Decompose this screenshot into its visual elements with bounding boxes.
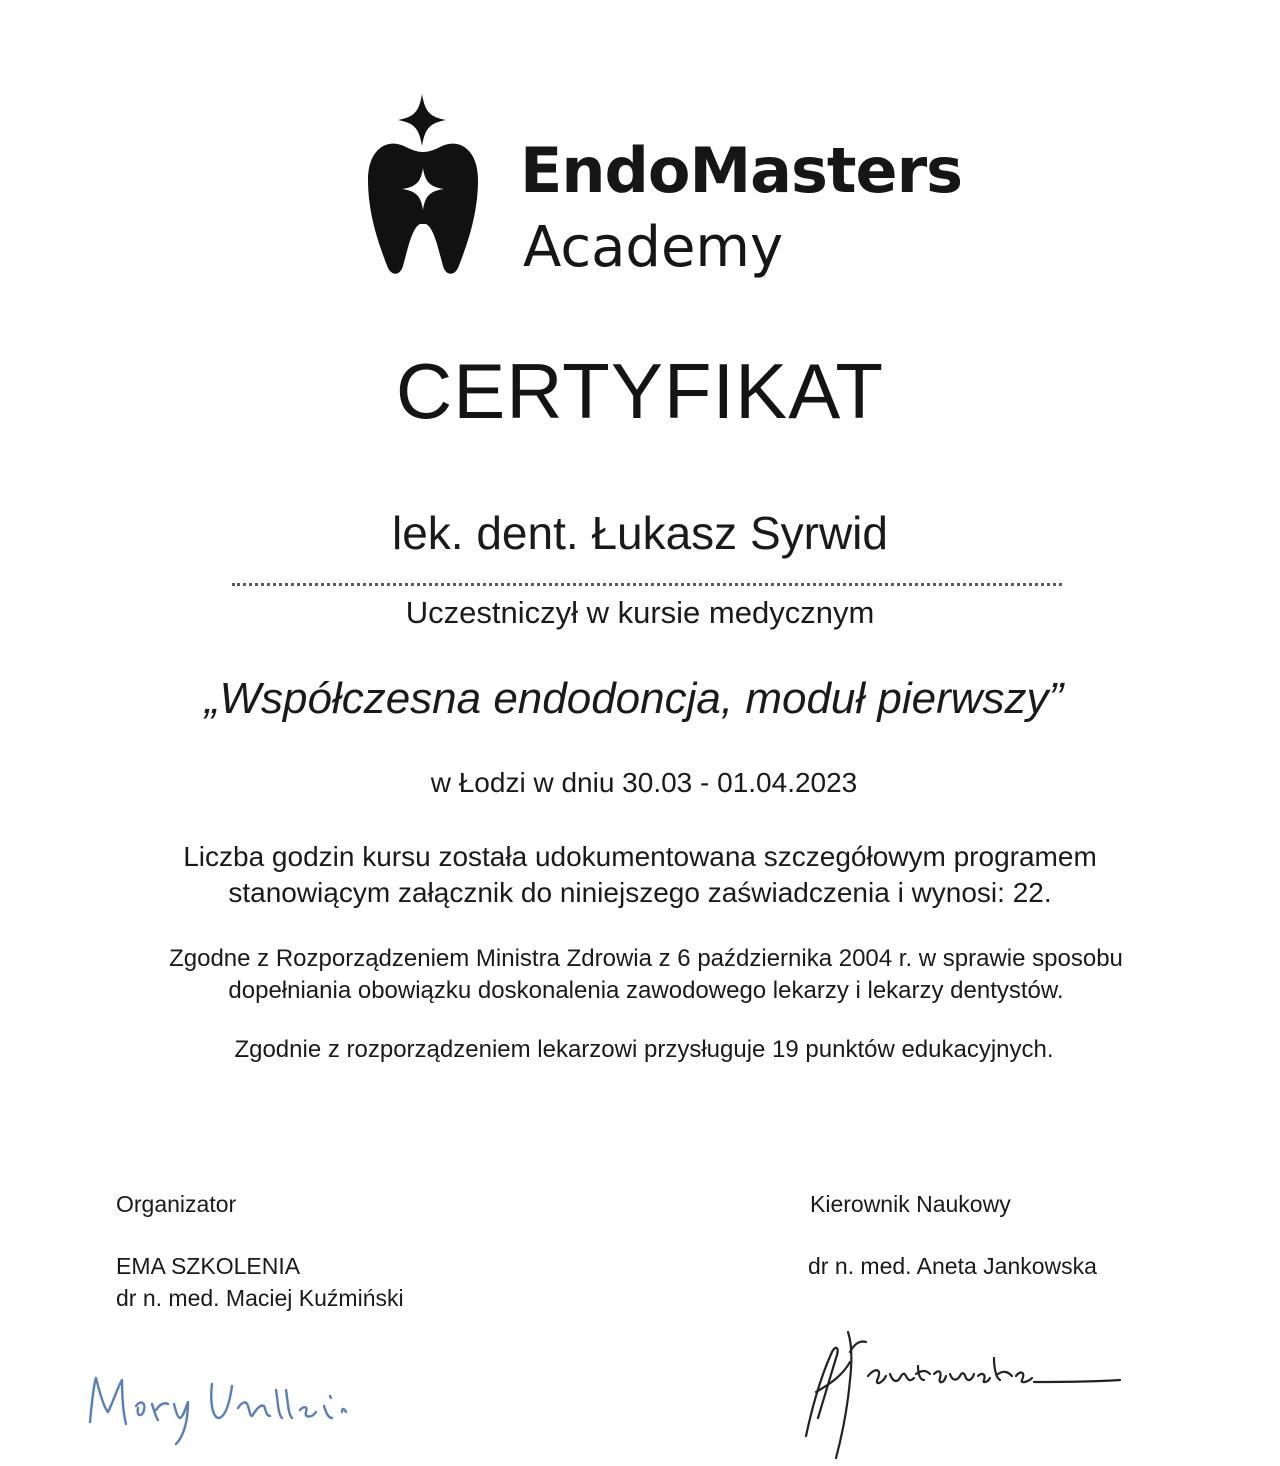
scientific-head-person: dr n. med. Aneta Jankowska xyxy=(808,1253,1097,1279)
organizer-person: dr n. med. Maciej Kuźmiński xyxy=(116,1285,404,1311)
regulation-line-2: dopełniania obowiązku doskonalenia zawodowego lekarzy i lekarzy dentystów. xyxy=(228,977,1064,1004)
dotted-divider xyxy=(232,583,1062,586)
endomasters-logo xyxy=(360,88,963,288)
scientific-head-handwritten-signature xyxy=(790,1318,1130,1466)
recipient-name: lek. dent. Łukasz Syrwid xyxy=(391,507,888,559)
organizer-label: Organizator xyxy=(116,1191,237,1217)
tooth-sparkle-icon xyxy=(360,88,500,278)
course-title: „Współczesna endodoncja, moduł pierwszy” xyxy=(204,674,1064,723)
logo-brand-name: EndoMasters xyxy=(520,134,963,207)
logo-brand-subtitle: Academy xyxy=(523,215,784,280)
organizer-handwritten-signature xyxy=(80,1360,440,1450)
certificate-title: CERTYFIKAT xyxy=(395,347,885,435)
course-hours-statement xyxy=(0,839,1280,911)
regulation-line-1: Zgodne z Rozporządzeniem Ministra Zdrowia z 6 października 2004 r. w sprawie sposobu xyxy=(169,945,1123,972)
education-points: Zgodnie z rozporządzeniem lekarzowi przysługuje 19 punktów edukacyjnych. xyxy=(234,1036,1054,1063)
hours-line-1: Liczba godzin kursu została udokumentowana szczegółowym programem xyxy=(183,841,1097,872)
organizer-company: EMA SZKOLENIA xyxy=(116,1253,301,1279)
scientific-head-label: Kierownik Naukowy xyxy=(810,1191,1011,1217)
participation-statement: Uczestniczył w kursie medycznym xyxy=(405,595,875,630)
hours-line-2: stanowiącym załącznik do niniejszego zaświadczenia i wynosi: 22. xyxy=(228,877,1052,908)
course-date: w Łodzi w dniu 30.03 - 01.04.2023 xyxy=(430,767,858,798)
regulation-statement xyxy=(6,943,1280,1007)
